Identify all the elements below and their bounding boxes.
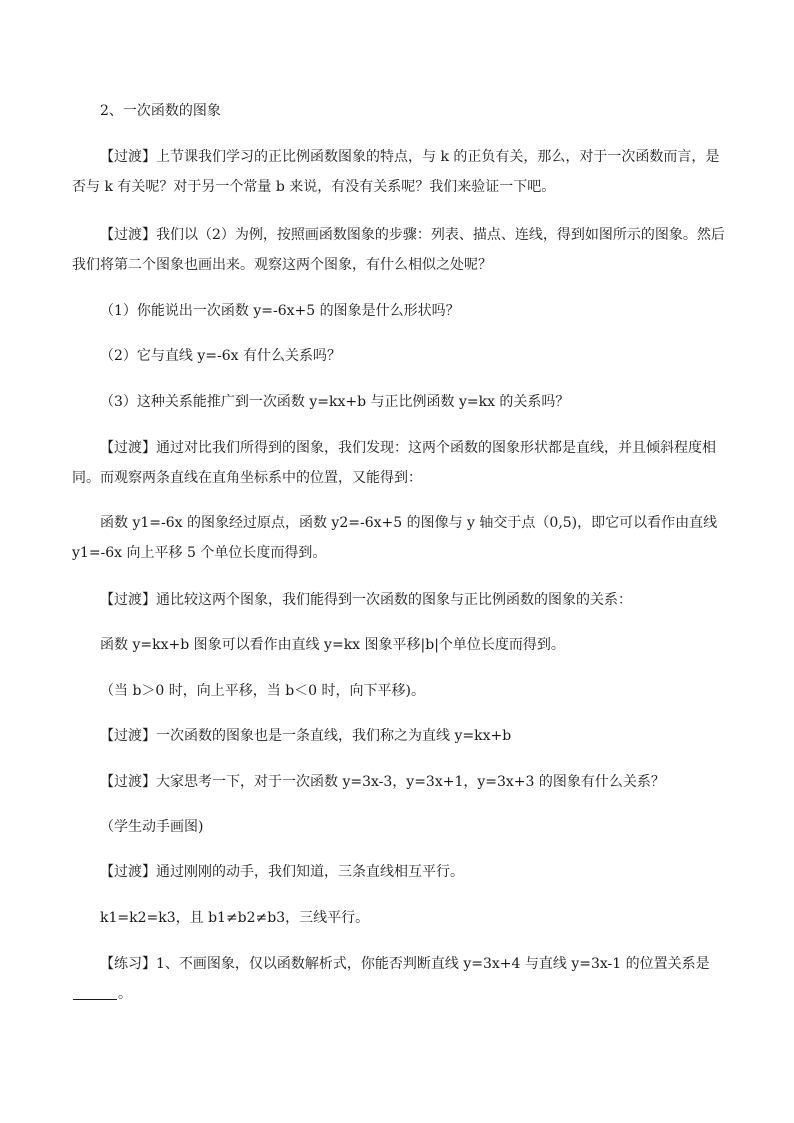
paragraph-text: 1、不画图象，仅以函数解析式，你能否判断直线 y=3x+4 与直线 y=3x-1 的位置关系是	[156, 956, 710, 972]
paragraph-1	[72, 142, 732, 202]
paragraph-tag: 【过渡】	[100, 864, 156, 880]
answer-blank[interactable]	[73, 985, 117, 1000]
paragraph-2	[72, 220, 732, 280]
paragraph-tag: 【练习】	[100, 956, 156, 972]
paragraph-text: k1=k2=k3，且 b1≠b2≠b3，三线平行。	[100, 910, 370, 926]
paragraph-7	[72, 676, 732, 706]
paragraph-text: （2）它与直线 y=-6x 有什么关系吗？	[100, 348, 341, 364]
paragraph-tag: 【过渡】	[100, 149, 156, 165]
paragraph-text: （3）这种关系能推广到一次函数 y=kx+b 与正比例函数 y=kx 的关系吗？	[100, 394, 570, 410]
paragraph-12	[72, 903, 732, 933]
paragraph-text: 通过刚刚的动手，我们知道，三条直线相互平行。	[156, 864, 464, 880]
question-1	[72, 296, 732, 326]
question-3	[72, 387, 732, 417]
paragraph-tag: 【过渡】	[100, 440, 156, 456]
paragraph-text: 大家思考一下，对于一次函数 y=3x-3，y=3x+1，y=3x+3 的图象有什么关系？	[156, 774, 665, 790]
paragraph-end: 。	[118, 986, 132, 1002]
paragraph-tag: 【过渡】	[100, 227, 156, 243]
paragraph-text: 通比较这两个图象，我们能得到一次函数的图象与正比例函数的图象的关系：	[156, 592, 632, 608]
paragraph-text: （学生动手画图)	[100, 819, 204, 835]
paragraph-text: （当 b＞0 时，向上平移，当 b＜0 时，向下平移)。	[100, 683, 425, 699]
paragraph-5	[72, 585, 732, 615]
paragraph-text: 函数 y1=-6x 的图象经过原点，函数 y2=-6x+5 的图像与 y 轴交于点（0,5)，即它可以看作由直线 y1=-6x 向上平移 5 个单位长度而得到。	[72, 515, 718, 561]
question-2	[72, 341, 732, 371]
paragraph-text: 通过对比我们所得到的图象，我们发现：这两个函数的图象形状都是直线，并且倾斜程度相同。而观察两条直线在直角坐标系中的位置，又能得到：	[72, 440, 716, 486]
paragraph-text: 函数 y=kx+b 图象可以看作由直线 y=kx 图象平移|b|个单位长度而得到。	[100, 637, 565, 653]
paragraph-11	[72, 857, 732, 887]
paragraph-tag: 【过渡】	[100, 774, 156, 790]
paragraph-6	[72, 630, 732, 660]
paragraph-tag: 【过渡】	[100, 728, 156, 744]
paragraph-text: 上节课我们学习的正比例函数图象的特点，与 k 的正负有关，那么，对于一次函数而言，是否与 k 有关呢？对于另一个常量 b 来说，有没有关系呢？我们来验证一下吧。	[72, 149, 720, 195]
paragraph-3	[72, 433, 732, 493]
paragraph-text: （1）你能说出一次函数 y=-6x+5 的图象是什么形状吗？	[100, 303, 460, 319]
exercise-1	[72, 949, 732, 1009]
paragraph-9	[72, 767, 732, 797]
paragraph-text: 一次函数的图象也是一条直线，我们称之为直线 y=kx+b	[156, 728, 512, 744]
paragraph-4	[72, 508, 732, 568]
paragraph-10	[72, 812, 732, 842]
paragraph-8	[72, 721, 732, 751]
paragraph-text: 我们以（2）为例，按照画函数图象的步骤：列表、描点、连线，得到如图所示的图象。然后我们将第二个图象也画出来。观察这两个图象，有什么相似之处呢？	[72, 227, 725, 273]
section-heading: 2、一次函数的图象	[100, 103, 221, 119]
paragraph-tag: 【过渡】	[100, 592, 156, 608]
